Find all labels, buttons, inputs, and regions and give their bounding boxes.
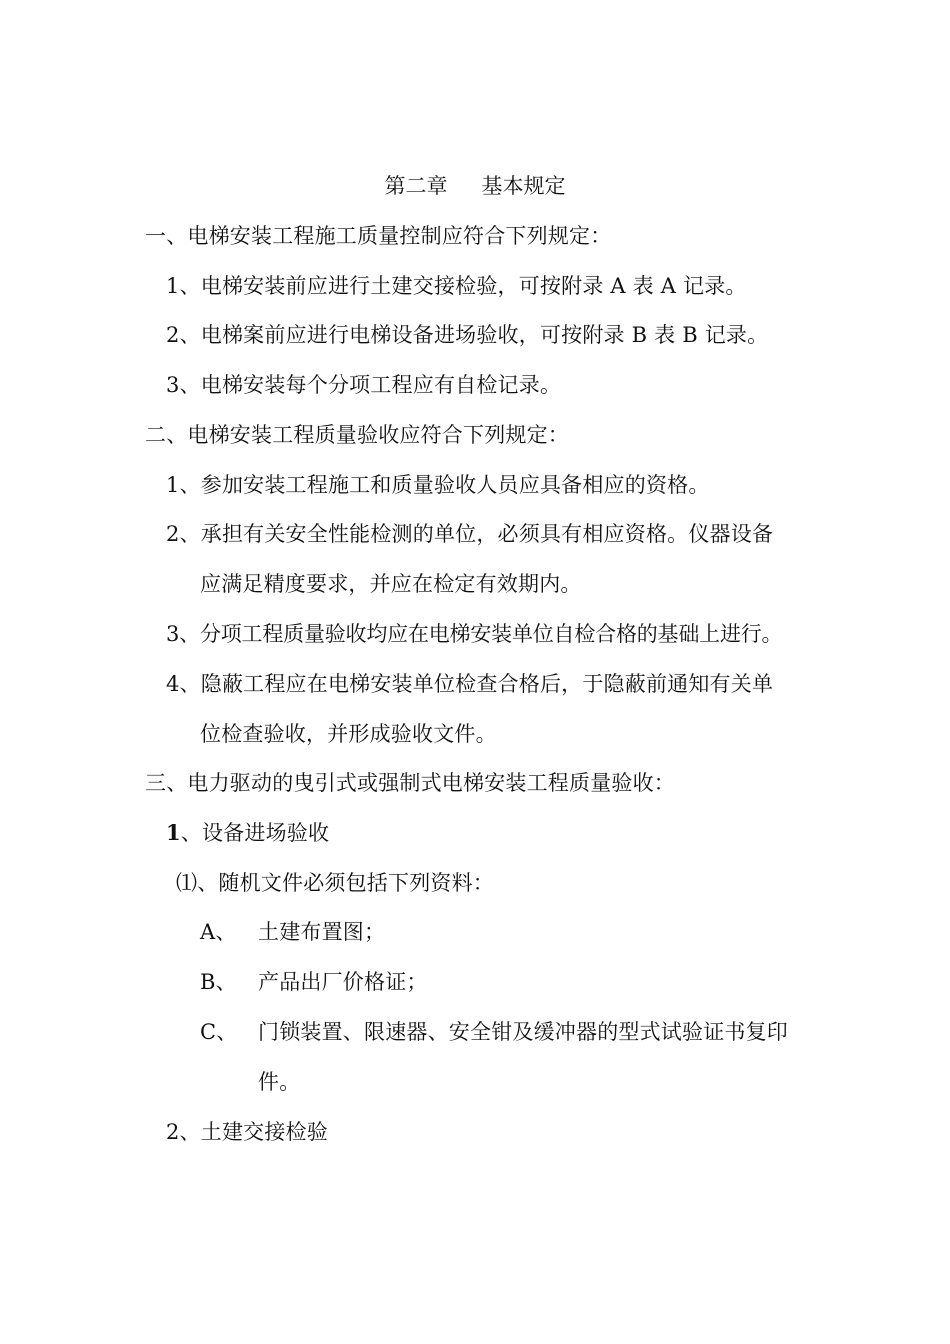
list-marker-b: B、: [200, 970, 237, 994]
subsection-1-number: 1: [166, 820, 181, 845]
list-text-b: 产品出厂价格证；: [258, 970, 428, 994]
list-item-a: [200, 918, 385, 946]
section-2-item-2: 2、承担有关安全性能检测的单位，必须具有相应资格。仪器设备: [166, 522, 774, 546]
section-2-item-4: 4、隐蔽工程应在电梯安装单位检查合格后，于隐蔽前通知有关单: [166, 672, 774, 696]
section-2-item-1: 1、参加安装工程施工和质量验收人员应具备相应的资格。: [166, 473, 710, 497]
subsection-1-text: 、设备进场验收: [180, 821, 330, 845]
chapter-number: 第二章: [384, 174, 448, 198]
list-item-b: [200, 968, 428, 996]
section-2-item-3: 3、分项工程质量验收均应在电梯安装单位自检合格的基础上进行。: [166, 622, 783, 646]
chapter-name: 基本规定: [481, 174, 566, 198]
list-item-c-cont: 件。: [258, 1070, 301, 1094]
section-heading-3: 三、电力驱动的曳引式或强制式电梯安装工程质量验收：: [145, 771, 675, 795]
list-text-c: 门锁装置、限速器、安全钳及缓冲器的型式试验证书复印: [258, 1020, 788, 1044]
section-2-item-4-cont: 位检查验收，并形成验收文件。: [200, 722, 497, 746]
section-1-item-1: 1、电梯安装前应进行土建交接检验，可按附录 A 表 A 记录。: [166, 274, 747, 298]
section-heading-2: 二、电梯安装工程质量验收应符合下列规定：: [145, 423, 569, 447]
list-marker-c: C、: [200, 1020, 238, 1044]
subsection-1: [166, 819, 329, 847]
list-item-c: [200, 1018, 788, 1046]
section-2-item-2-cont: 应满足精度要求，并应在检定有效期内。: [200, 572, 582, 596]
section-heading-1: 一、电梯安装工程施工质量控制应符合下列规定：: [145, 224, 612, 248]
list-text-a: 土建布置图；: [258, 920, 386, 944]
list-marker-a: A、: [200, 920, 237, 944]
subsection-2: 2、土建交接检验: [166, 1120, 328, 1144]
chapter-title: [0, 172, 950, 200]
section-1-item-3: 3、电梯安装每个分项工程应有自检记录。: [166, 373, 562, 397]
section-1-item-2: 2、电梯案前应进行电梯设备进场验收，可按附录 B 表 B 记录。: [166, 323, 769, 347]
subsection-1-a: ⑴、随机文件必须包括下列资料：: [176, 871, 494, 895]
